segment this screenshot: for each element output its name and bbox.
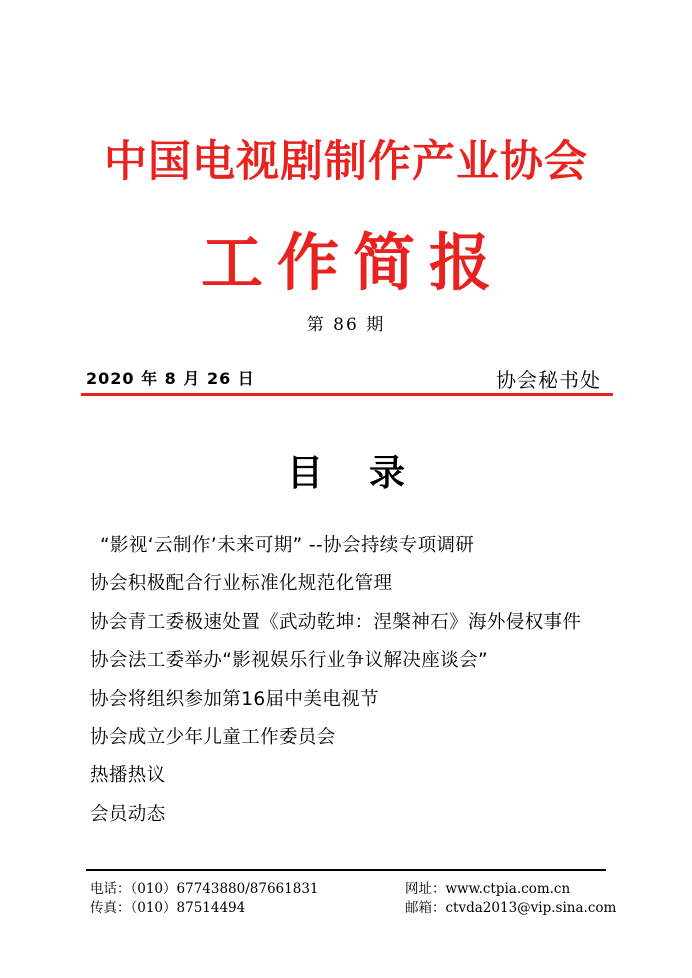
footer-web [405,880,616,918]
toc-item[interactable]: 协会成立少年儿童工作委员会 [90,726,336,748]
phone-number: 电话：（010）67743880/87661831 [90,881,319,897]
toc-list [90,527,581,834]
publication-date: 2020 年 8 月 26 日 [86,369,255,388]
fax-number: 传真：（010）87514494 [90,900,246,916]
toc-item[interactable]: 热播热议 [90,765,166,787]
email-link[interactable]: 邮箱：ctvda2013@vip.sina.com [405,900,617,916]
toc-item[interactable]: 协会法工委举办“影视娱乐行业争议解决座谈会” [90,650,488,672]
issue-number: 第 86 期 [306,315,386,335]
toc-item[interactable]: 协会积极配合行业标准化规范化管理 [90,573,393,595]
toc-item[interactable]: 协会将组织参加第16届中美电视节 [90,688,379,710]
website-link[interactable]: 网址：www.ctpia.com.cn [405,881,571,897]
toc-item[interactable]: 协会青工委极速处置《武动乾坤：涅槃神石》海外侵权事件 [90,611,582,633]
footer-divider [86,869,606,871]
toc-heading [0,445,692,496]
toc-heading-left: 目 [286,452,323,494]
header-divider [81,393,613,396]
publication-title: 工作简报 [200,226,505,299]
footer-contact [90,880,319,918]
organization-title: 中国电视剧制作产业协会 [104,137,588,187]
toc-item[interactable]: 会员动态 [90,803,166,825]
toc-heading-right: 录 [369,452,406,494]
toc-item[interactable]: “影视‘云制作’未来可期” --协会持续专项调研 [100,535,475,556]
department-name: 协会秘书处 [496,368,601,392]
